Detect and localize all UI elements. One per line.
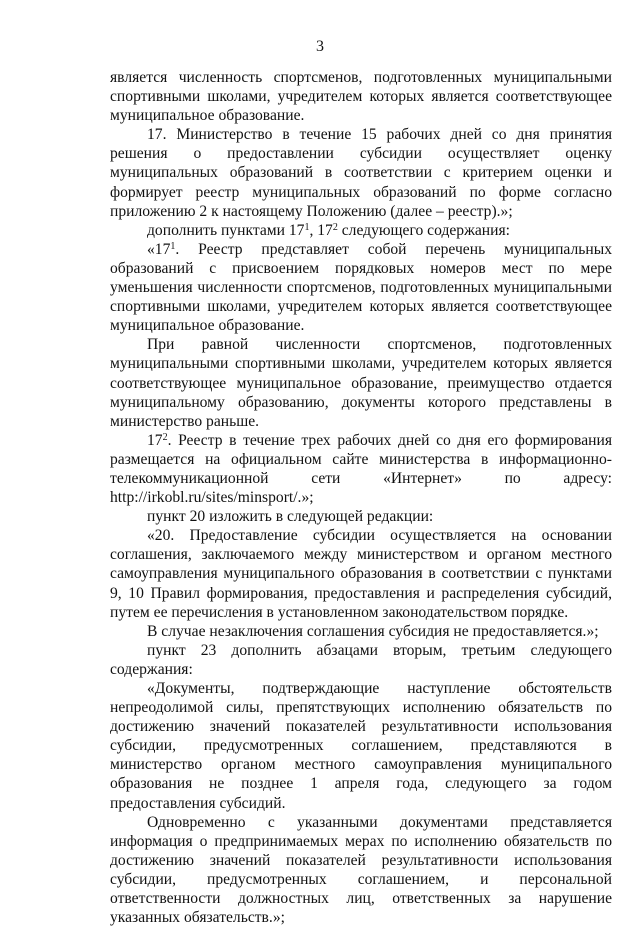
- document-body: [110, 68, 612, 927]
- paragraph: При равной численности спортсменов, подготовленных муниципальными спортивными школами, учредителем которых является соответствующее муниципальное образование, преимущество отдается муниципальному образованию, документы которого представлены в министерство раньше.: [110, 336, 612, 430]
- paragraph: является численность спортсменов, подготовленных муниципальными спортивными школами, учредителем которых является соответствующее муниципальное образование.: [110, 69, 612, 125]
- page-number: 3: [316, 38, 324, 55]
- paragraph: «20. Предоставление субсидии осуществляется на основании соглашения, заключаемого между министерством и органом местного самоуправления муниципального образования в соответствии с пунктами 9, 10 Правил формирования, предоставления и распределения субсидий, путем ее перечисления в установленном законодательством порядке.: [110, 527, 612, 621]
- paragraph: дополнить пунктами $17^1$, $17^2$ следующего содержания:: [147, 221, 510, 239]
- paragraph: пункт 23 дополнить абзацами вторым, третьим следующего содержания:: [110, 641, 612, 678]
- paragraph: пункт 20 изложить в следующей редакции:: [147, 508, 434, 526]
- paragraph: Одновременно с указанными документами представляется информация о предпринимаемых мерах по исполнению обязательств по достижению значений показателей результативности использования субсидии, предусмотренных соглашением, и персональной ответственности должностных лиц, ответственных за нарушение указанных обязательств.»;: [110, 813, 612, 927]
- paragraph: «$17^1$. Реестр представляет собой перечень муниципальных образований с присвоением порядковых номеров мест по мере уменьшения численности спортсменов, подготовленных муниципальными спортивными школами, учредителем которых является соответствующее муниципальное образование.: [110, 240, 612, 335]
- paragraph: В случае незаключения соглашения субсидия не предоставляется.»;: [147, 622, 599, 640]
- paragraph: «Документы, подтверждающие наступление обстоятельств непреодолимой силы, препятствующих исполнению обязательств по достижению значений показателей результативности использования субсидии, предусмотренных соглашением, представляются в министерство органом местного самоуправления муниципального образования не позднее 1 апреля года, следующего за годом предоставления субсидий.: [110, 680, 612, 812]
- paragraph: 17. Министерство в течение 15 рабочих дней со дня принятия решения о предоставлении субсидии осуществляет оценку муниципальных образований в соответствии с критерием оценки и формирует реестр муниципальных образований по форме согласно приложению 2 к настоящему Положению (далее – реестр).»;: [110, 126, 612, 220]
- paragraph: $17^2$. Реестр в течение трех рабочих дней со дня его формирования размещается на официальном сайте министерства в информационно-телекоммуникационной сети «Интернет» по адресу: http://irkobl.ru/sites/minsport/.»;: [110, 431, 612, 507]
